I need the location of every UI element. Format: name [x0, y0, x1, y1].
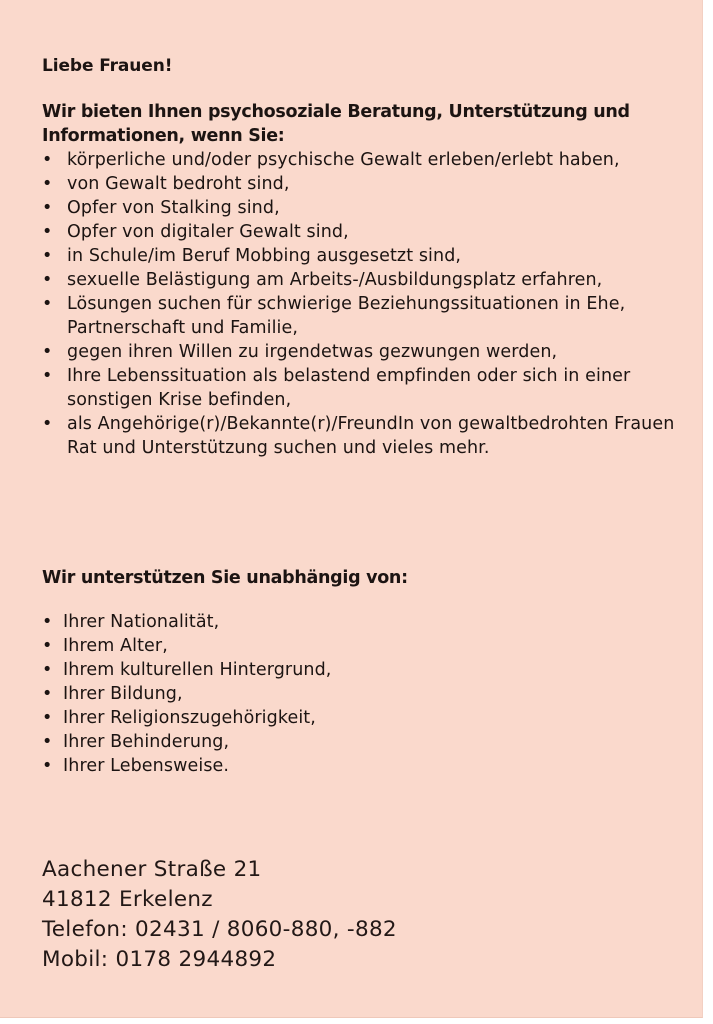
list-item-text: Ihre Lebenssituation als belastend empfinden oder sich in einer sonstigen Krise befinden,	[67, 366, 631, 410]
offer-list	[42, 148, 682, 460]
list-item	[42, 754, 662, 778]
mobile-number: Mobil: 0178 2944892	[42, 947, 277, 972]
list-item-text: Ihrer Behinderung,	[63, 732, 230, 752]
list-item-text: Ihrer Bildung,	[63, 684, 183, 704]
list-item-text: Ihrer Lebensweise.	[63, 756, 230, 776]
list-item	[42, 634, 662, 658]
list-item	[42, 196, 682, 220]
list-item	[42, 658, 662, 682]
bullet-icon: •	[42, 756, 53, 776]
bullet-icon: •	[42, 246, 53, 266]
list-item-text: als Angehörige(r)/Bekannte(r)/FreundIn von gewaltbedrohten Frauen Rat und Unterstützung suchen und vieles mehr.	[67, 414, 675, 458]
list-item-text: Ihrem Alter,	[63, 636, 168, 656]
list-item	[42, 412, 682, 460]
list-item-text: Ihrem kulturellen Hintergrund,	[63, 660, 332, 680]
list-item-text: körperliche und/oder psychische Gewalt erleben/erlebt haben,	[67, 150, 620, 170]
address-street: Aachener Straße 21	[42, 857, 262, 882]
offer-title: Wir bieten Ihnen psychosoziale Beratung, Unterstützung und Informationen, wenn Sie:	[42, 102, 630, 146]
bullet-icon: •	[42, 198, 53, 218]
bullet-icon: •	[42, 342, 53, 362]
list-item	[42, 682, 662, 706]
list-item-text: gegen ihren Willen zu irgendetwas gezwungen werden,	[67, 342, 558, 362]
list-item	[42, 220, 682, 244]
greeting-heading: Liebe Frauen!	[42, 56, 173, 76]
list-item-text: Ihrer Religionszugehörigkeit,	[63, 708, 316, 728]
bullet-icon: •	[42, 294, 53, 314]
offer-section	[42, 100, 682, 460]
bullet-icon: •	[42, 270, 53, 290]
list-item-text: Lösungen suchen für schwierige Beziehungssituationen in Ehe, Partnerschaft und Familie,	[67, 294, 626, 338]
contact-address	[42, 855, 397, 975]
support-list	[42, 610, 662, 778]
list-item	[42, 610, 662, 634]
list-item-text: von Gewalt bedroht sind,	[67, 174, 290, 194]
bullet-icon: •	[42, 612, 53, 632]
phone-number: Telefon: 02431 / 8060-880, -882	[42, 917, 397, 942]
list-item	[42, 340, 682, 364]
bullet-icon: •	[42, 636, 53, 656]
bullet-icon: •	[42, 684, 53, 704]
list-item-text: Ihrer Nationalität,	[63, 612, 220, 632]
bullet-icon: •	[42, 660, 53, 680]
list-item	[42, 268, 682, 292]
bullet-icon: •	[42, 174, 53, 194]
address-city: 41812 Erkelenz	[42, 887, 213, 912]
support-title: Wir unterstützen Sie unabhängig von:	[42, 568, 408, 588]
list-item-text: Opfer von digitaler Gewalt sind,	[67, 222, 349, 242]
bullet-icon: •	[42, 150, 53, 170]
list-item-text: in Schule/im Beruf Mobbing ausgesetzt sind,	[67, 246, 462, 266]
support-section	[42, 566, 662, 778]
list-item	[42, 148, 682, 172]
list-item	[42, 730, 662, 754]
bullet-icon: •	[42, 732, 53, 752]
list-item	[42, 172, 682, 196]
list-item	[42, 364, 682, 412]
list-item	[42, 706, 662, 730]
bullet-icon: •	[42, 708, 53, 728]
list-item	[42, 244, 682, 268]
bullet-icon: •	[42, 414, 53, 434]
bullet-icon: •	[42, 366, 53, 386]
list-item-text: sexuelle Belästigung am Arbeits-/Ausbildungsplatz erfahren,	[67, 270, 603, 290]
list-item	[42, 292, 682, 340]
bullet-icon: •	[42, 222, 53, 242]
list-item-text: Opfer von Stalking sind,	[67, 198, 280, 218]
